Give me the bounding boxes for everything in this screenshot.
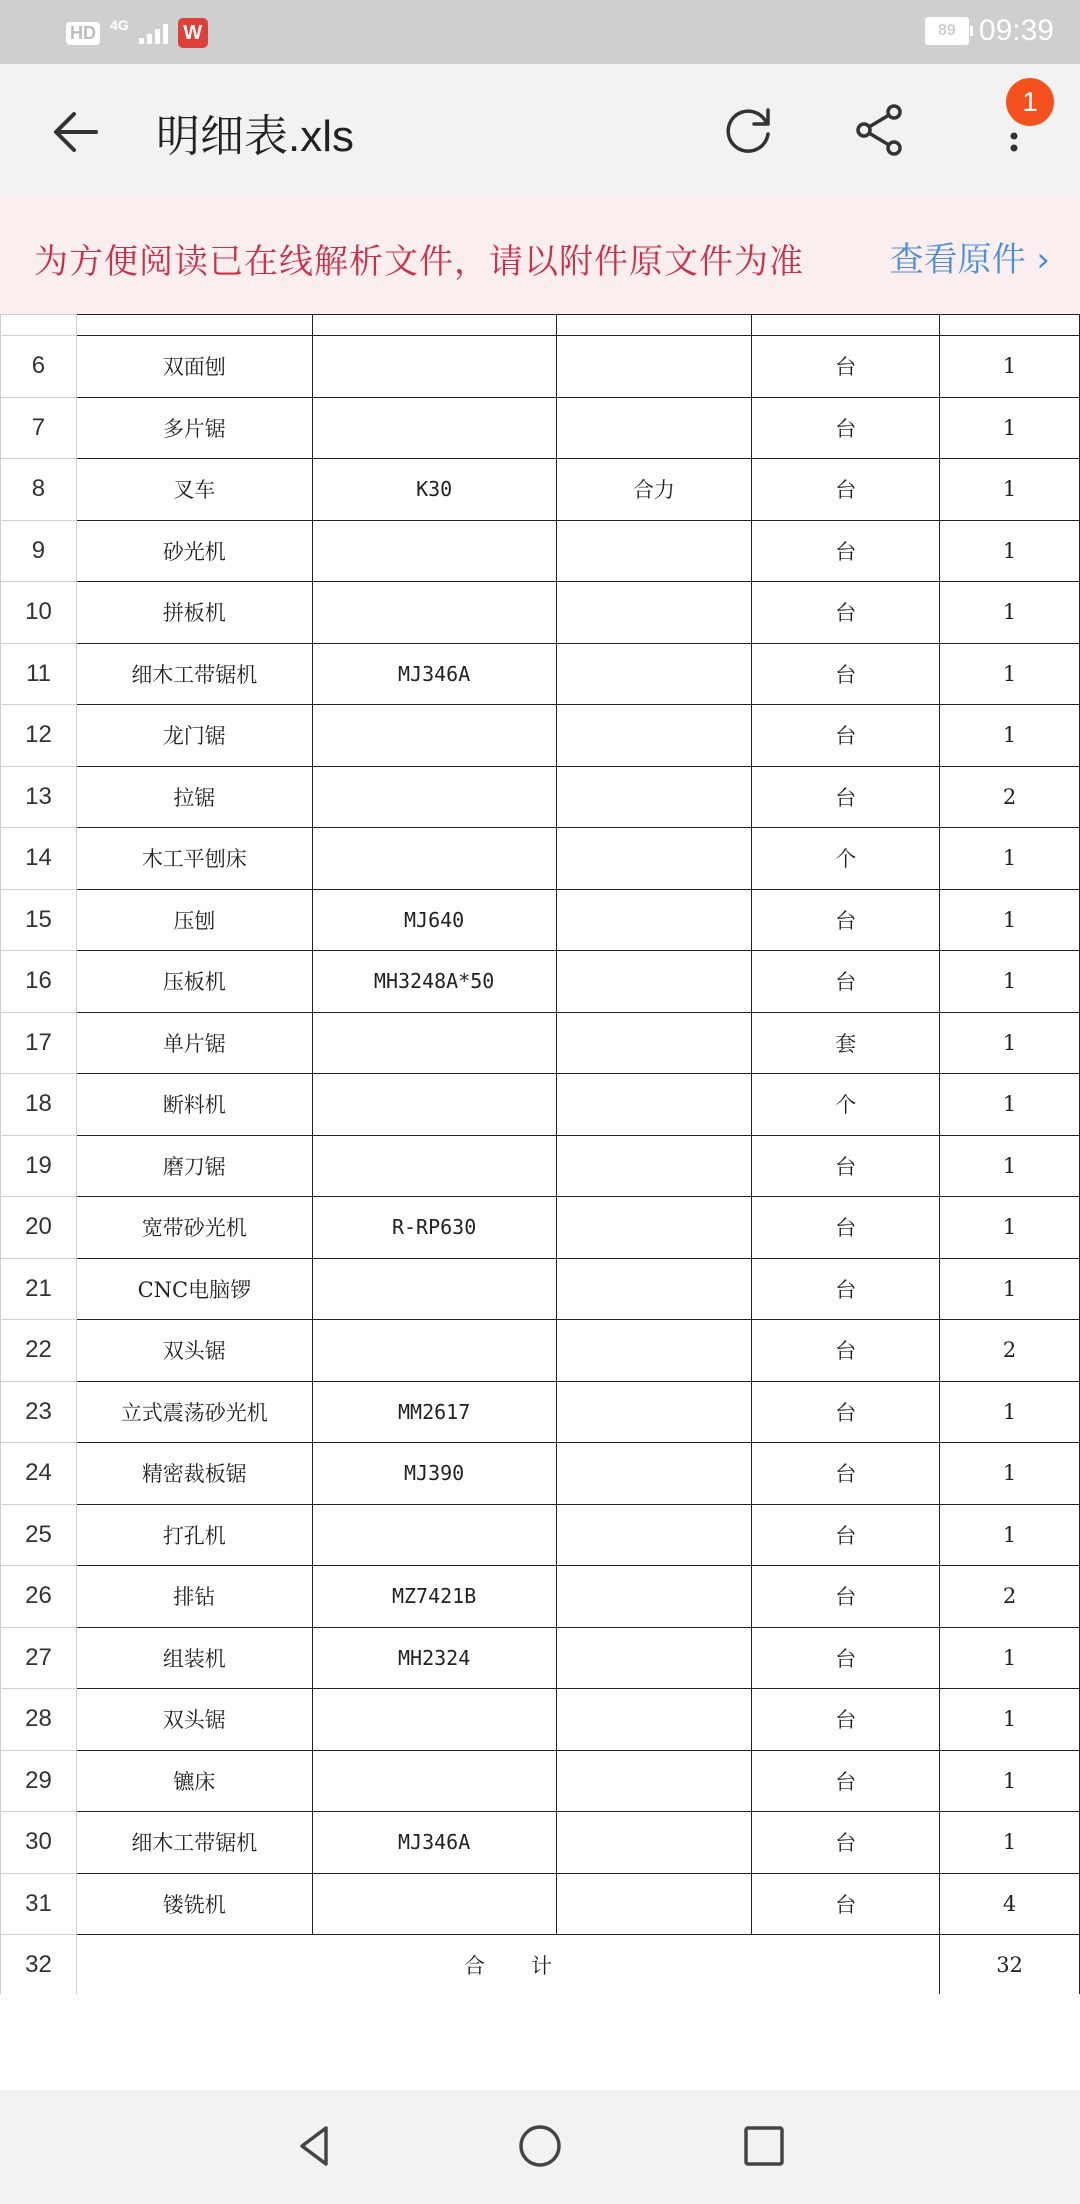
row-number: 23 (1, 1381, 77, 1443)
model-cell[interactable] (312, 1689, 556, 1751)
unit-cell[interactable]: 台 (752, 766, 940, 828)
brand-cell[interactable] (556, 705, 752, 767)
model-cell[interactable] (312, 1504, 556, 1566)
brand-cell[interactable] (556, 766, 752, 828)
signal-icon (139, 22, 168, 44)
brand-cell[interactable] (556, 1812, 752, 1874)
table-row (1, 889, 1080, 951)
equipment-name-cell[interactable]: 精密裁板锯 (76, 1443, 312, 1505)
table-row (1, 1873, 1080, 1935)
brand-cell[interactable] (556, 1443, 752, 1505)
quantity-cell[interactable]: 1 (940, 1381, 1080, 1443)
row-number: 21 (1, 1258, 77, 1320)
table-row (1, 459, 1080, 521)
table-row (1, 1750, 1080, 1812)
unit-cell[interactable]: 台 (752, 520, 940, 582)
table-row-total (1, 1935, 1080, 1995)
view-original-link[interactable]: 查看原件 › (889, 240, 1050, 280)
brand-cell[interactable] (556, 1197, 752, 1259)
table-row (1, 336, 1080, 398)
equipment-name-cell[interactable]: 断料机 (76, 1074, 312, 1136)
navigation-bar (0, 2090, 1080, 2204)
equipment-name-cell[interactable]: 压刨 (76, 889, 312, 951)
quantity-cell[interactable]: 1 (940, 1504, 1080, 1566)
quantity-cell[interactable]: 1 (940, 582, 1080, 644)
brand-cell[interactable] (556, 643, 752, 705)
notice-text: 为方便阅读已在线解析文件，请以附件原文件为准 (34, 242, 804, 282)
cell[interactable] (312, 315, 556, 336)
quantity-cell[interactable]: 1 (940, 1258, 1080, 1320)
brand-cell[interactable] (556, 1320, 752, 1382)
notice-banner (0, 196, 1080, 314)
row-number: 25 (1, 1504, 77, 1566)
table-row (1, 705, 1080, 767)
table-row (1, 1566, 1080, 1628)
refresh-icon[interactable] (716, 98, 780, 162)
row-number: 30 (1, 1812, 77, 1874)
model-cell[interactable]: MH3248A*50 (312, 951, 556, 1013)
total-label-cell[interactable] (76, 1935, 939, 1995)
brand-cell[interactable] (556, 1012, 752, 1074)
equipment-name-cell[interactable]: 打孔机 (76, 1504, 312, 1566)
total-label: 合计 (464, 1954, 599, 1979)
equipment-name-cell[interactable]: 组装机 (76, 1627, 312, 1689)
cell[interactable] (556, 315, 752, 336)
model-cell[interactable]: K30 (312, 459, 556, 521)
row-number: 22 (1, 1320, 77, 1382)
clock: 09:39 (978, 14, 1054, 47)
brand-cell[interactable] (556, 397, 752, 459)
brand-cell[interactable] (556, 1566, 752, 1628)
unit-cell[interactable]: 台 (752, 1320, 940, 1382)
status-right (925, 14, 1054, 48)
model-cell[interactable]: MJ390 (312, 1443, 556, 1505)
brand-cell[interactable] (556, 520, 752, 582)
brand-cell[interactable] (556, 1750, 752, 1812)
quantity-cell[interactable]: 1 (940, 1750, 1080, 1812)
table-row (1, 828, 1080, 890)
equipment-name-cell[interactable]: 磨刀锯 (76, 1135, 312, 1197)
quantity-cell[interactable]: 1 (940, 1074, 1080, 1136)
status-bar (0, 0, 1080, 64)
row-number: 29 (1, 1750, 77, 1812)
brand-cell[interactable] (556, 951, 752, 1013)
brand-cell[interactable] (556, 889, 752, 951)
quantity-cell[interactable]: 1 (940, 1197, 1080, 1259)
table-row (1, 1197, 1080, 1259)
row-number: 14 (1, 828, 77, 890)
unit-cell[interactable]: 台 (752, 582, 940, 644)
row-number: 16 (1, 951, 77, 1013)
row-number: 20 (1, 1197, 77, 1259)
quantity-cell[interactable]: 2 (940, 1320, 1080, 1382)
model-cell[interactable] (312, 828, 556, 890)
quantity-cell[interactable]: 1 (940, 1443, 1080, 1505)
brand-cell[interactable] (556, 1504, 752, 1566)
row-number: 28 (1, 1689, 77, 1751)
row-number: 12 (1, 705, 77, 767)
table-row (1, 520, 1080, 582)
table-row (1, 1258, 1080, 1320)
model-cell[interactable] (312, 1873, 556, 1935)
row-number: 7 (1, 397, 77, 459)
model-cell[interactable]: MZ7421B (312, 1566, 556, 1628)
equipment-name-cell[interactable]: 拉锯 (76, 766, 312, 828)
model-cell[interactable] (312, 1074, 556, 1136)
equipment-name-cell[interactable]: 叉车 (76, 459, 312, 521)
unit-cell[interactable]: 个 (752, 828, 940, 890)
model-cell[interactable] (312, 336, 556, 398)
equipment-name-cell[interactable]: 拼板机 (76, 582, 312, 644)
equipment-name-cell[interactable]: 双头锯 (76, 1689, 312, 1751)
unit-cell[interactable]: 台 (752, 1258, 940, 1320)
quantity-cell[interactable]: 1 (940, 889, 1080, 951)
network-type: 4G (110, 17, 129, 33)
unit-cell[interactable]: 台 (752, 1197, 940, 1259)
equipment-name-cell[interactable]: 多片锯 (76, 397, 312, 459)
app-bar (0, 64, 1080, 196)
row-number: 6 (1, 336, 77, 398)
brand-cell[interactable] (556, 1258, 752, 1320)
quantity-cell[interactable]: 1 (940, 828, 1080, 890)
equipment-name-cell[interactable]: 木工平刨床 (76, 828, 312, 890)
row-number: 19 (1, 1135, 77, 1197)
model-cell[interactable] (312, 705, 556, 767)
equipment-name-cell[interactable]: 立式震荡砂光机 (76, 1381, 312, 1443)
quantity-cell[interactable]: 1 (940, 951, 1080, 1013)
unit-cell[interactable]: 台 (752, 1566, 940, 1628)
unit-cell[interactable]: 台 (752, 1381, 940, 1443)
table-row (1, 1504, 1080, 1566)
brand-cell[interactable] (556, 828, 752, 890)
model-cell[interactable] (312, 1320, 556, 1382)
equipment-table (0, 314, 1080, 1994)
hd-indicator: HD (66, 22, 100, 45)
model-cell[interactable]: MM2617 (312, 1381, 556, 1443)
row-number: 10 (1, 582, 77, 644)
brand-cell[interactable]: 合力 (556, 459, 752, 521)
quantity-cell[interactable]: 1 (940, 1812, 1080, 1874)
equipment-name-cell[interactable]: 单片锯 (76, 1012, 312, 1074)
total-quantity-cell[interactable]: 32 (940, 1935, 1080, 1995)
table-row (1, 1381, 1080, 1443)
nav-home-icon[interactable] (512, 2118, 568, 2174)
battery-icon: 89 (925, 17, 969, 45)
table-row (1, 582, 1080, 644)
quantity-cell[interactable]: 1 (940, 459, 1080, 521)
unit-cell[interactable]: 台 (752, 1750, 940, 1812)
table-row (1, 1689, 1080, 1751)
model-cell[interactable] (312, 1135, 556, 1197)
row-number: 26 (1, 1566, 77, 1628)
table-row (1, 951, 1080, 1013)
unit-cell[interactable]: 个 (752, 1074, 940, 1136)
row-number: 15 (1, 889, 77, 951)
model-cell[interactable] (312, 582, 556, 644)
table-row (1, 1627, 1080, 1689)
table-row-partial (1, 315, 1080, 336)
quantity-cell[interactable]: 1 (940, 643, 1080, 705)
model-cell[interactable] (312, 766, 556, 828)
equipment-name-cell[interactable]: 龙门锯 (76, 705, 312, 767)
row-number: 13 (1, 766, 77, 828)
unit-cell[interactable]: 台 (752, 397, 940, 459)
quantity-cell[interactable]: 1 (940, 520, 1080, 582)
brand-cell[interactable] (556, 1074, 752, 1136)
nav-recent-apps-icon[interactable] (736, 2118, 792, 2174)
equipment-name-cell[interactable]: 压板机 (76, 951, 312, 1013)
unit-cell[interactable]: 台 (752, 889, 940, 951)
model-cell[interactable] (312, 1750, 556, 1812)
equipment-name-cell[interactable]: 双面刨 (76, 336, 312, 398)
model-cell[interactable]: MJ640 (312, 889, 556, 951)
table-row (1, 397, 1080, 459)
model-cell[interactable] (312, 1012, 556, 1074)
model-cell[interactable] (312, 520, 556, 582)
row-number (1, 315, 77, 336)
row-number: 31 (1, 1873, 77, 1935)
row-number: 24 (1, 1443, 77, 1505)
unit-cell[interactable]: 台 (752, 1689, 940, 1751)
table-row (1, 1320, 1080, 1382)
quantity-cell[interactable]: 1 (940, 1689, 1080, 1751)
table-row (1, 1074, 1080, 1136)
brand-cell[interactable] (556, 1627, 752, 1689)
unit-cell[interactable]: 台 (752, 1443, 940, 1505)
quantity-cell[interactable]: 1 (940, 336, 1080, 398)
brand-cell[interactable] (556, 1381, 752, 1443)
brand-cell[interactable] (556, 1689, 752, 1751)
nav-back-icon[interactable] (288, 2118, 344, 2174)
notification-badge: 1 (1006, 78, 1054, 126)
unit-cell[interactable]: 台 (752, 1504, 940, 1566)
table-row (1, 643, 1080, 705)
unit-cell[interactable]: 台 (752, 336, 940, 398)
model-cell[interactable]: MJ346A (312, 643, 556, 705)
cell[interactable] (752, 315, 940, 336)
equipment-name-cell[interactable]: 双头锯 (76, 1320, 312, 1382)
unit-cell[interactable]: 套 (752, 1012, 940, 1074)
row-number: 18 (1, 1074, 77, 1136)
quantity-cell[interactable]: 1 (940, 1627, 1080, 1689)
equipment-name-cell[interactable]: 砂光机 (76, 520, 312, 582)
table-row (1, 766, 1080, 828)
unit-cell[interactable]: 台 (752, 643, 940, 705)
quantity-cell[interactable]: 2 (940, 766, 1080, 828)
unit-cell[interactable]: 台 (752, 1812, 940, 1874)
model-cell[interactable]: R-RP630 (312, 1197, 556, 1259)
status-left (66, 16, 208, 50)
unit-cell[interactable]: 台 (752, 951, 940, 1013)
model-cell[interactable]: MJ346A (312, 1812, 556, 1874)
brand-cell[interactable] (556, 1873, 752, 1935)
cell[interactable] (940, 315, 1080, 336)
equipment-name-cell[interactable]: 宽带砂光机 (76, 1197, 312, 1259)
quantity-cell[interactable]: 2 (940, 1566, 1080, 1628)
equipment-name-cell[interactable]: CNC电脑锣 (76, 1258, 312, 1320)
quantity-cell[interactable]: 1 (940, 705, 1080, 767)
share-icon[interactable] (848, 98, 912, 162)
unit-cell[interactable]: 台 (752, 459, 940, 521)
quantity-cell[interactable]: 1 (940, 1135, 1080, 1197)
equipment-name-cell[interactable]: 镂铣机 (76, 1873, 312, 1935)
page-title: 明细表.xls (156, 112, 354, 161)
table-row (1, 1135, 1080, 1197)
row-number: 8 (1, 459, 77, 521)
wps-app-icon: W (178, 18, 208, 48)
brand-cell[interactable] (556, 582, 752, 644)
row-number: 11 (1, 643, 77, 705)
model-cell[interactable]: MH2324 (312, 1627, 556, 1689)
row-number: 17 (1, 1012, 77, 1074)
equipment-name-cell[interactable]: 镳床 (76, 1750, 312, 1812)
quantity-cell[interactable]: 4 (940, 1873, 1080, 1935)
row-number: 27 (1, 1627, 77, 1689)
equipment-name-cell[interactable]: 细木工带锯机 (76, 1812, 312, 1874)
spreadsheet-view[interactable] (0, 314, 1080, 1994)
back-arrow-icon[interactable] (48, 104, 104, 160)
row-number: 32 (1, 1935, 77, 1995)
row-number: 9 (1, 520, 77, 582)
model-cell[interactable] (312, 1258, 556, 1320)
unit-cell[interactable]: 台 (752, 705, 940, 767)
brand-cell[interactable] (556, 1135, 752, 1197)
unit-cell[interactable]: 台 (752, 1873, 940, 1935)
equipment-name-cell[interactable]: 细木工带锯机 (76, 643, 312, 705)
equipment-name-cell[interactable]: 排钻 (76, 1566, 312, 1628)
table-row (1, 1812, 1080, 1874)
unit-cell[interactable]: 台 (752, 1627, 940, 1689)
model-cell[interactable] (312, 397, 556, 459)
table-row (1, 1012, 1080, 1074)
cell[interactable] (76, 315, 312, 336)
quantity-cell[interactable]: 1 (940, 397, 1080, 459)
table-row (1, 1443, 1080, 1505)
quantity-cell[interactable]: 1 (940, 1012, 1080, 1074)
unit-cell[interactable]: 台 (752, 1135, 940, 1197)
brand-cell[interactable] (556, 336, 752, 398)
